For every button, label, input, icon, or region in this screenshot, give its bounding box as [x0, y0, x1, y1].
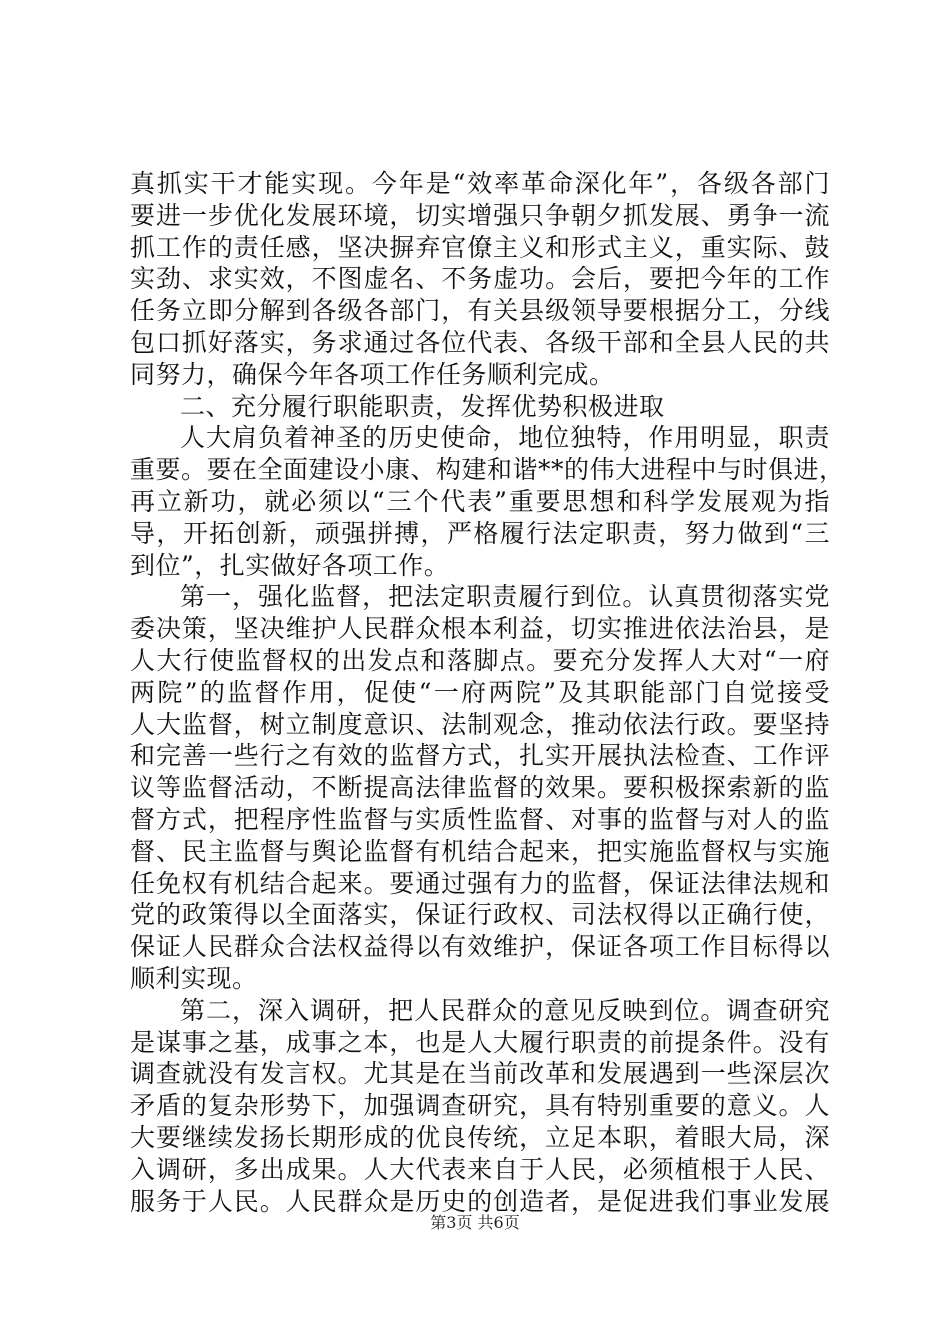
text-line: 到位”，扎实做好各项工作。 [130, 550, 450, 580]
text-line: 督方式，把程序性监督与实质性监督、对事的监督与对人的监 [130, 804, 830, 834]
text-line: 第二，深入调研，把人民群众的意见反映到位。调查研究 [180, 995, 830, 1025]
text-line: 要进一步优化发展环境，切实增强只争朝夕抓发展、勇争一流 [130, 200, 830, 230]
text-line: 顺利实现。 [130, 963, 258, 993]
text-line: 人大监督，树立制度意识、法制观念，推动依法行政。要坚持 [130, 709, 830, 739]
text-line: 调查就没有发言权。尤其是在当前改革和发展遇到一些深层次 [130, 1059, 830, 1089]
text-line: 督、民主监督与舆论监督有机结合起来，把实施监督权与实施 [130, 836, 830, 866]
text-line: 大要继续发扬长期形成的优良传统，立足本职，着眼大局，深 [130, 1122, 830, 1152]
text-line: 真抓实干才能实现。今年是“效率革命深化年”，各级各部门 [130, 169, 830, 198]
text-line: 矛盾的复杂形势下，加强调查研究，具有特别重要的意义。人 [130, 1091, 830, 1121]
text-line: 入调研，多出成果。人大代表来自于人民，必须植根于人民、 [130, 1154, 830, 1184]
text-line: 重要。要在全面建设小康、构建和谐**的伟大进程中与时俱进， [130, 455, 845, 485]
text-line: 和完善一些行之有效的监督方式，扎实开展执法检查、工作评 [130, 741, 830, 771]
text-line: 再立新功，就必须以“三个代表”重要思想和科学发展观为指 [130, 486, 830, 516]
text-line: 第一，强化监督，把法定职责履行到位。认真贯彻落实党 [180, 582, 830, 612]
text-line: 同努力，确保今年各项工作任务顺利完成。 [130, 359, 615, 389]
text-line: 包口抓好落实，务求通过各位代表、各级干部和全县人民的共 [130, 327, 830, 357]
text-line: 人大肩负着神圣的历史使命，地位独特，作用明显，职责 [180, 423, 830, 453]
document-body [130, 168, 845, 1217]
text-line: 服务于人民。人民群众是历史的创造者，是促进我们事业发展 [130, 1186, 830, 1216]
text-line: 委决策，坚决维护人民群众根本利益，切实推进依法治县，是 [130, 614, 830, 644]
text-line: 任务立即分解到各级各部门，有关县级领导要根据分工，分线 [130, 296, 830, 326]
text-line: 二、充分履行职能职责，发挥优势积极进取 [180, 391, 665, 421]
text-line: 议等监督活动，不断提高法律监督的效果。要积极探索新的监 [130, 773, 830, 803]
text-line: 任免权有机结合起来。要通过强有力的监督，保证法律法规和 [130, 868, 830, 898]
text-line: 保证人民群众合法权益得以有效维护，保证各项工作目标得以 [130, 932, 830, 962]
text-line: 两院”的监督作用，促使“一府两院”及其职能部门自觉接受 [130, 677, 830, 707]
text-line: 抓工作的责任感，坚决摒弃官僚主义和形式主义，重实际、鼓 [130, 232, 830, 262]
text-line: 党的政策得以全面落实，保证行政权、司法权得以正确行使， [130, 900, 830, 930]
text-line: 导，开拓创新，顽强拼搏，严格履行法定职责，努力做到“三 [130, 518, 830, 548]
page-number-footer: 第3页 共6页 [430, 1213, 520, 1232]
text-line: 是谋事之基，成事之本，也是人大履行职责的前提条件。没有 [130, 1027, 830, 1057]
text-line: 实劲、求实效，不图虚名、不务虚功。会后，要把今年的工作 [130, 264, 830, 294]
text-line: 人大行使监督权的出发点和落脚点。要充分发挥人大对“一府 [130, 645, 830, 675]
